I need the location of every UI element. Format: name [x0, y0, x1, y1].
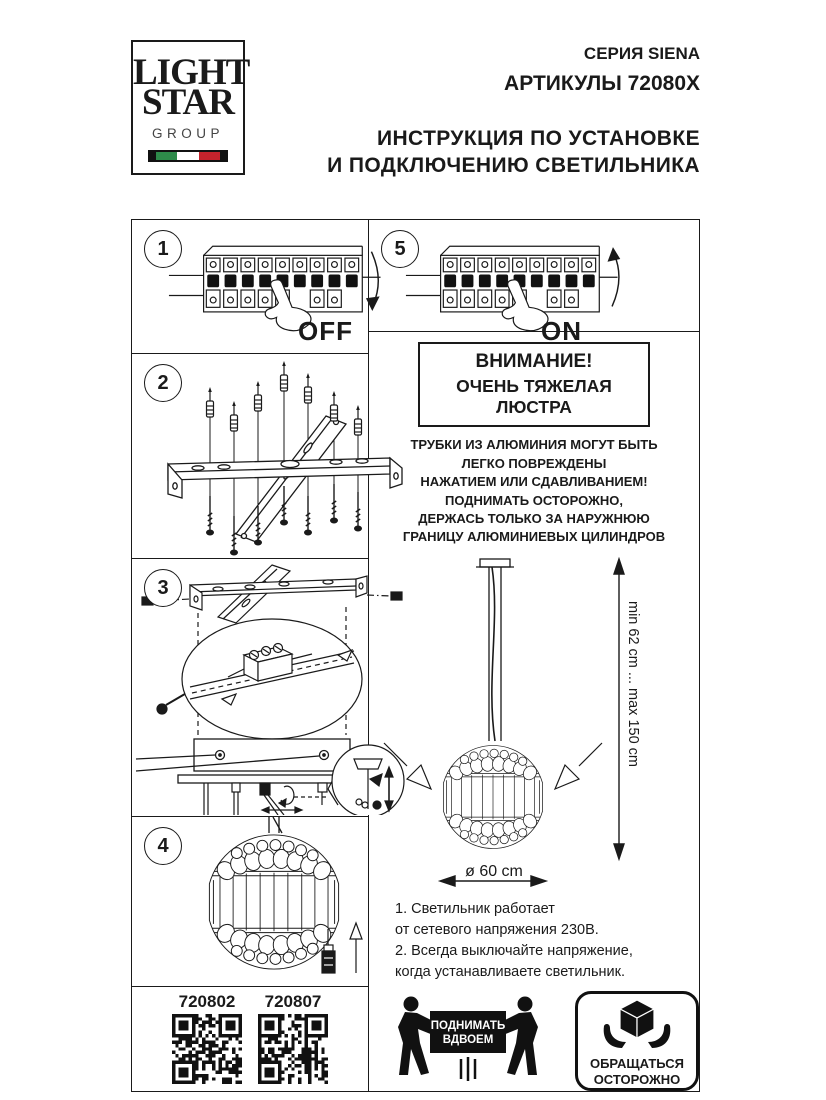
on-label: ON [541, 316, 582, 346]
warning-line: ДЕРЖАСЬ ТОЛЬКО ЗА НАРУЖНЮЮ [418, 511, 650, 527]
breaker-on-drawing [395, 228, 623, 342]
instruction-title-line1: ИНСТРУКЦИЯ ПО УСТАНОВКЕ [376, 127, 700, 150]
step-number [144, 364, 182, 402]
note-line: 1. Светильник работает [395, 900, 555, 917]
step-number [144, 230, 182, 268]
lightstar-logo [131, 40, 250, 175]
diameter-label: ø 60 cm [465, 862, 523, 880]
note-line: 2. Всегда выключайте напряжение, [395, 942, 633, 959]
lift-with-two-people-icon [383, 991, 553, 1091]
step-number [144, 827, 182, 865]
warning-line: НАЖАТИЕМ ИЛИ СДАВЛИВАНИЕМ! [420, 474, 648, 490]
step-number [381, 230, 419, 268]
warning-line: ТРУБКИ ИЗ АЛЮМИНИЯ МОГУТ БЫТЬ [410, 437, 658, 453]
articles-qr-panel [132, 987, 368, 1091]
chandelier-drawing [369, 551, 655, 891]
instruction-grid [131, 219, 700, 1092]
note-line: когда устанавливаете светильник. [395, 963, 626, 980]
hands-cube-glyph [594, 998, 680, 1050]
series-title: СЕРИЯ SIENA [583, 44, 700, 63]
warning-line: ГРАНИЦУ АЛЮМИНИЕВЫХ ЦИЛИНДРОВ [402, 529, 666, 545]
qr-code [172, 1014, 242, 1084]
logo-word-star: STAR [142, 82, 234, 124]
product-720802 [172, 992, 242, 1084]
handle-label-line1: ОБРАЩАТЬСЯ [589, 1056, 685, 1071]
warning-heading: ВНИМАНИЕ! [475, 351, 593, 373]
instruction-title-line2: И ПОДКЛЮЧЕНИЮ СВЕТИЛЬНИКА [327, 154, 700, 177]
handle-with-care-icon [575, 991, 699, 1091]
article-number: 720807 [264, 992, 322, 1011]
step-1-panel [132, 220, 368, 354]
warning-subheading: ОЧЕНЬ ТЯЖЕЛАЯ ЛЮСТРА [456, 376, 612, 418]
lift-label-line1: ПОДНИМАТЬ [430, 1020, 506, 1032]
italian-flag-stripe [148, 150, 228, 162]
step-5-panel [369, 220, 699, 346]
step-4-panel [132, 817, 368, 987]
step-2-panel [132, 354, 368, 559]
lift-label-line2: ВДВОЕМ [442, 1034, 494, 1047]
warning-line: ЛЕГКО ПОВРЕЖДЕНЫ [461, 455, 607, 471]
step-number-text: 5 [394, 237, 406, 260]
lift-label-box [430, 1011, 506, 1053]
handle-label-line2: ОСТОРОЖНО [593, 1072, 681, 1088]
height-range-label: min 62 cm ... max 150 cm [625, 600, 641, 767]
articles-title: АРТИКУЛЫ 72080X [504, 72, 700, 95]
step-number-text: 3 [157, 576, 169, 599]
note-line: от сетевого напряжения 230В. [395, 921, 599, 938]
product-720807 [258, 992, 328, 1084]
step-number-text: 2 [157, 371, 169, 394]
logo-word-light: LIGHT [133, 52, 250, 93]
step-number-text: 4 [157, 834, 169, 857]
logo-word-group: GROUP [151, 125, 224, 141]
article-number: 720802 [178, 992, 236, 1011]
chandelier-dimension-figure [369, 551, 655, 891]
usage-notes [395, 899, 699, 983]
step-number-text: 1 [157, 237, 169, 260]
step-3-panel [132, 559, 368, 817]
step-number [144, 569, 182, 607]
warning-box [418, 342, 650, 427]
qr-code [258, 1014, 328, 1084]
off-label: OFF [298, 316, 353, 346]
warning-line: ПОДНИМАТЬ ОСТОРОЖНО, [445, 492, 623, 508]
info-panel [369, 332, 699, 1091]
warning-text [369, 436, 699, 547]
